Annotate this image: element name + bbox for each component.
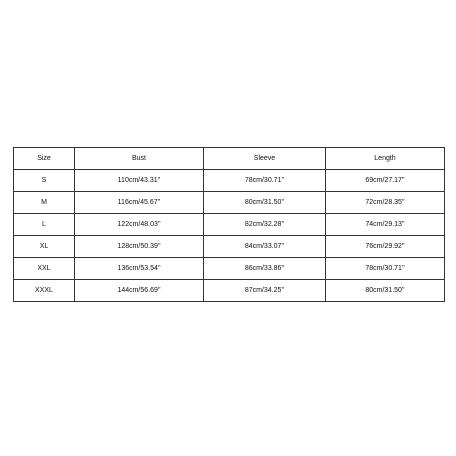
table-row bbox=[14, 170, 445, 192]
cell-length: 72cm/28.35'' bbox=[326, 192, 445, 214]
table-header-row bbox=[14, 148, 445, 170]
cell-sleeve: 84cm/33.07'' bbox=[204, 236, 326, 258]
header-bust: Bust bbox=[75, 148, 204, 170]
cell-sleeve: 80cm/31.50'' bbox=[204, 192, 326, 214]
table-row bbox=[14, 236, 445, 258]
table-row bbox=[14, 280, 445, 302]
cell-size: XXXL bbox=[14, 280, 75, 302]
cell-length: 74cm/29.13'' bbox=[326, 214, 445, 236]
header-size: Size bbox=[14, 148, 75, 170]
cell-length: 69cm/27.17'' bbox=[326, 170, 445, 192]
size-chart-table bbox=[13, 147, 445, 302]
cell-sleeve: 82cm/32.28'' bbox=[204, 214, 326, 236]
cell-sleeve: 87cm/34.25'' bbox=[204, 280, 326, 302]
cell-bust: 128cm/50.39'' bbox=[75, 236, 204, 258]
cell-length: 76cm/29.92'' bbox=[326, 236, 445, 258]
cell-bust: 136cm/53.54'' bbox=[75, 258, 204, 280]
cell-length: 78cm/30.71'' bbox=[326, 258, 445, 280]
cell-bust: 122cm/48.03'' bbox=[75, 214, 204, 236]
cell-bust: 116cm/45.67'' bbox=[75, 192, 204, 214]
cell-size: XL bbox=[14, 236, 75, 258]
table-row bbox=[14, 214, 445, 236]
cell-bust: 110cm/43.31'' bbox=[75, 170, 204, 192]
cell-size: M bbox=[14, 192, 75, 214]
cell-length: 80cm/31.50'' bbox=[326, 280, 445, 302]
table-row bbox=[14, 192, 445, 214]
cell-size: S bbox=[14, 170, 75, 192]
cell-size: XXL bbox=[14, 258, 75, 280]
cell-size: L bbox=[14, 214, 75, 236]
cell-sleeve: 86cm/33.86'' bbox=[204, 258, 326, 280]
cell-bust: 144cm/56.69'' bbox=[75, 280, 204, 302]
cell-sleeve: 78cm/30.71'' bbox=[204, 170, 326, 192]
table-row bbox=[14, 258, 445, 280]
header-sleeve: Sleeve bbox=[204, 148, 326, 170]
header-length: Length bbox=[326, 148, 445, 170]
